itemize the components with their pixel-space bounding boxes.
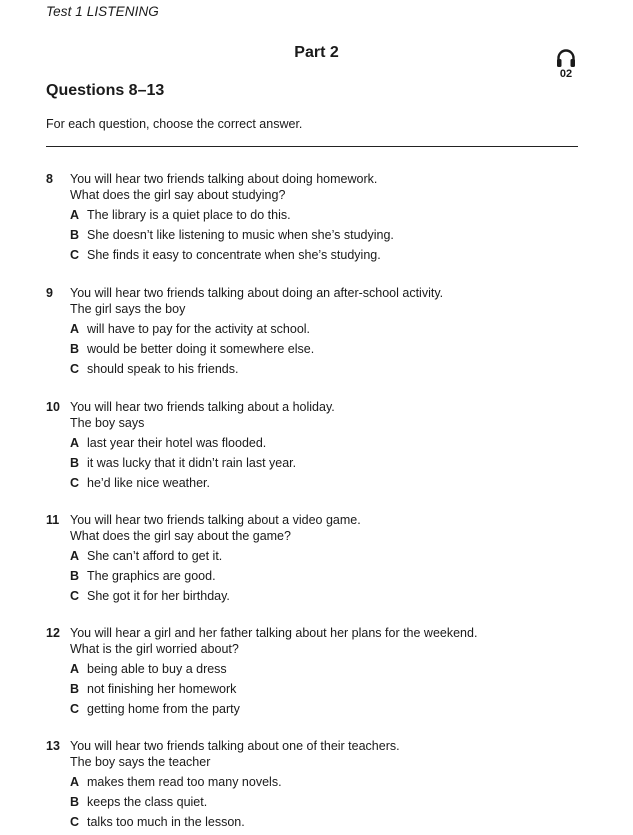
option-text: should speak to his friends.	[87, 361, 239, 376]
audio-track-marker	[553, 47, 579, 80]
option-a[interactable]	[46, 436, 606, 452]
question-number: 11	[46, 513, 60, 527]
option-text: not finishing her homework	[87, 681, 237, 696]
question-text: What does the girl say about studying?	[70, 187, 286, 202]
question-number: 12	[46, 626, 60, 640]
option-letter: A	[70, 321, 80, 336]
option-c[interactable]	[46, 248, 606, 264]
track-number: 02	[559, 68, 573, 80]
question-text: What is the girl worried about?	[70, 641, 239, 656]
option-letter: C	[70, 361, 80, 376]
option-text: The library is a quiet place to do this.	[87, 207, 291, 222]
option-c[interactable]	[46, 362, 606, 378]
question-11	[46, 513, 606, 604]
option-text: She can’t afford to get it.	[87, 548, 223, 563]
section-title: Questions 8–13	[46, 82, 165, 99]
option-text: being able to buy a dress	[87, 661, 227, 676]
option-a[interactable]	[46, 549, 606, 565]
option-b[interactable]	[46, 456, 606, 472]
question-text: What does the girl say about the game?	[70, 528, 291, 543]
option-text: makes them read too many novels.	[87, 774, 282, 789]
question-prompt: You will hear two friends talking about a video game.	[70, 513, 361, 527]
option-letter: C	[70, 701, 80, 716]
option-text: he’d like nice weather.	[87, 475, 210, 490]
option-b[interactable]	[46, 682, 606, 698]
question-8	[46, 172, 606, 263]
option-b[interactable]	[46, 342, 606, 358]
option-letter: B	[70, 227, 80, 242]
option-text: will have to pay for the activity at school.	[87, 321, 311, 336]
option-text: She finds it easy to concentrate when she’s studying.	[87, 247, 381, 262]
question-prompt: You will hear two friends talking about doing an after-school activity.	[70, 286, 444, 300]
option-a[interactable]	[46, 775, 606, 791]
question-number: 10	[46, 400, 60, 414]
option-text: it was lucky that it didn’t rain last year.	[87, 455, 297, 470]
question-prompt: You will hear two friends talking about one of their teachers.	[70, 739, 400, 753]
question-9	[46, 286, 606, 377]
question-number: 8	[46, 172, 53, 186]
option-letter: B	[70, 794, 80, 809]
part-title: Part 2	[294, 44, 339, 61]
headphones-icon	[555, 47, 577, 69]
question-prompt: You will hear a girl and her father talking about her plans for the weekend.	[70, 626, 478, 640]
option-c[interactable]	[46, 815, 606, 831]
question-10	[46, 400, 606, 491]
instruction: For each question, choose the correct answer.	[46, 117, 303, 131]
option-letter: B	[70, 341, 80, 356]
option-text: last year their hotel was flooded.	[87, 435, 267, 450]
option-letter: C	[70, 588, 80, 603]
option-c[interactable]	[46, 476, 606, 492]
question-12	[46, 626, 606, 717]
option-text: She got it for her birthday.	[87, 588, 230, 603]
option-b[interactable]	[46, 795, 606, 811]
question-prompt: You will hear two friends talking about a holiday.	[70, 400, 335, 414]
option-c[interactable]	[46, 589, 606, 605]
option-text: talks too much in the lesson.	[87, 814, 245, 829]
option-a[interactable]	[46, 208, 606, 224]
option-letter: A	[70, 207, 80, 222]
option-letter: A	[70, 435, 80, 450]
option-text: keeps the class quiet.	[87, 794, 208, 809]
option-text: getting home from the party	[87, 701, 240, 716]
option-letter: C	[70, 247, 80, 262]
option-letter: B	[70, 455, 80, 470]
option-b[interactable]	[46, 228, 606, 244]
option-a[interactable]	[46, 322, 606, 338]
option-letter: C	[70, 814, 80, 829]
option-c[interactable]	[46, 702, 606, 718]
option-letter: B	[70, 681, 80, 696]
question-text: The boy says the teacher	[70, 754, 211, 769]
question-13	[46, 739, 606, 830]
option-letter: A	[70, 548, 80, 563]
page-header: Test 1 LISTENING	[46, 4, 159, 19]
divider	[46, 146, 578, 147]
option-letter: A	[70, 661, 80, 676]
question-text: The boy says	[70, 415, 145, 430]
question-number: 9	[46, 286, 53, 300]
option-a[interactable]	[46, 662, 606, 678]
option-b[interactable]	[46, 569, 606, 585]
option-text: The graphics are good.	[87, 568, 216, 583]
option-letter: C	[70, 475, 80, 490]
option-letter: B	[70, 568, 80, 583]
option-letter: A	[70, 774, 80, 789]
question-text: The girl says the boy	[70, 301, 186, 316]
question-number: 13	[46, 739, 60, 753]
option-text: She doesn’t like listening to music when she’s studying.	[87, 227, 394, 242]
option-text: would be better doing it somewhere else.	[87, 341, 315, 356]
question-prompt: You will hear two friends talking about doing homework.	[70, 172, 378, 186]
